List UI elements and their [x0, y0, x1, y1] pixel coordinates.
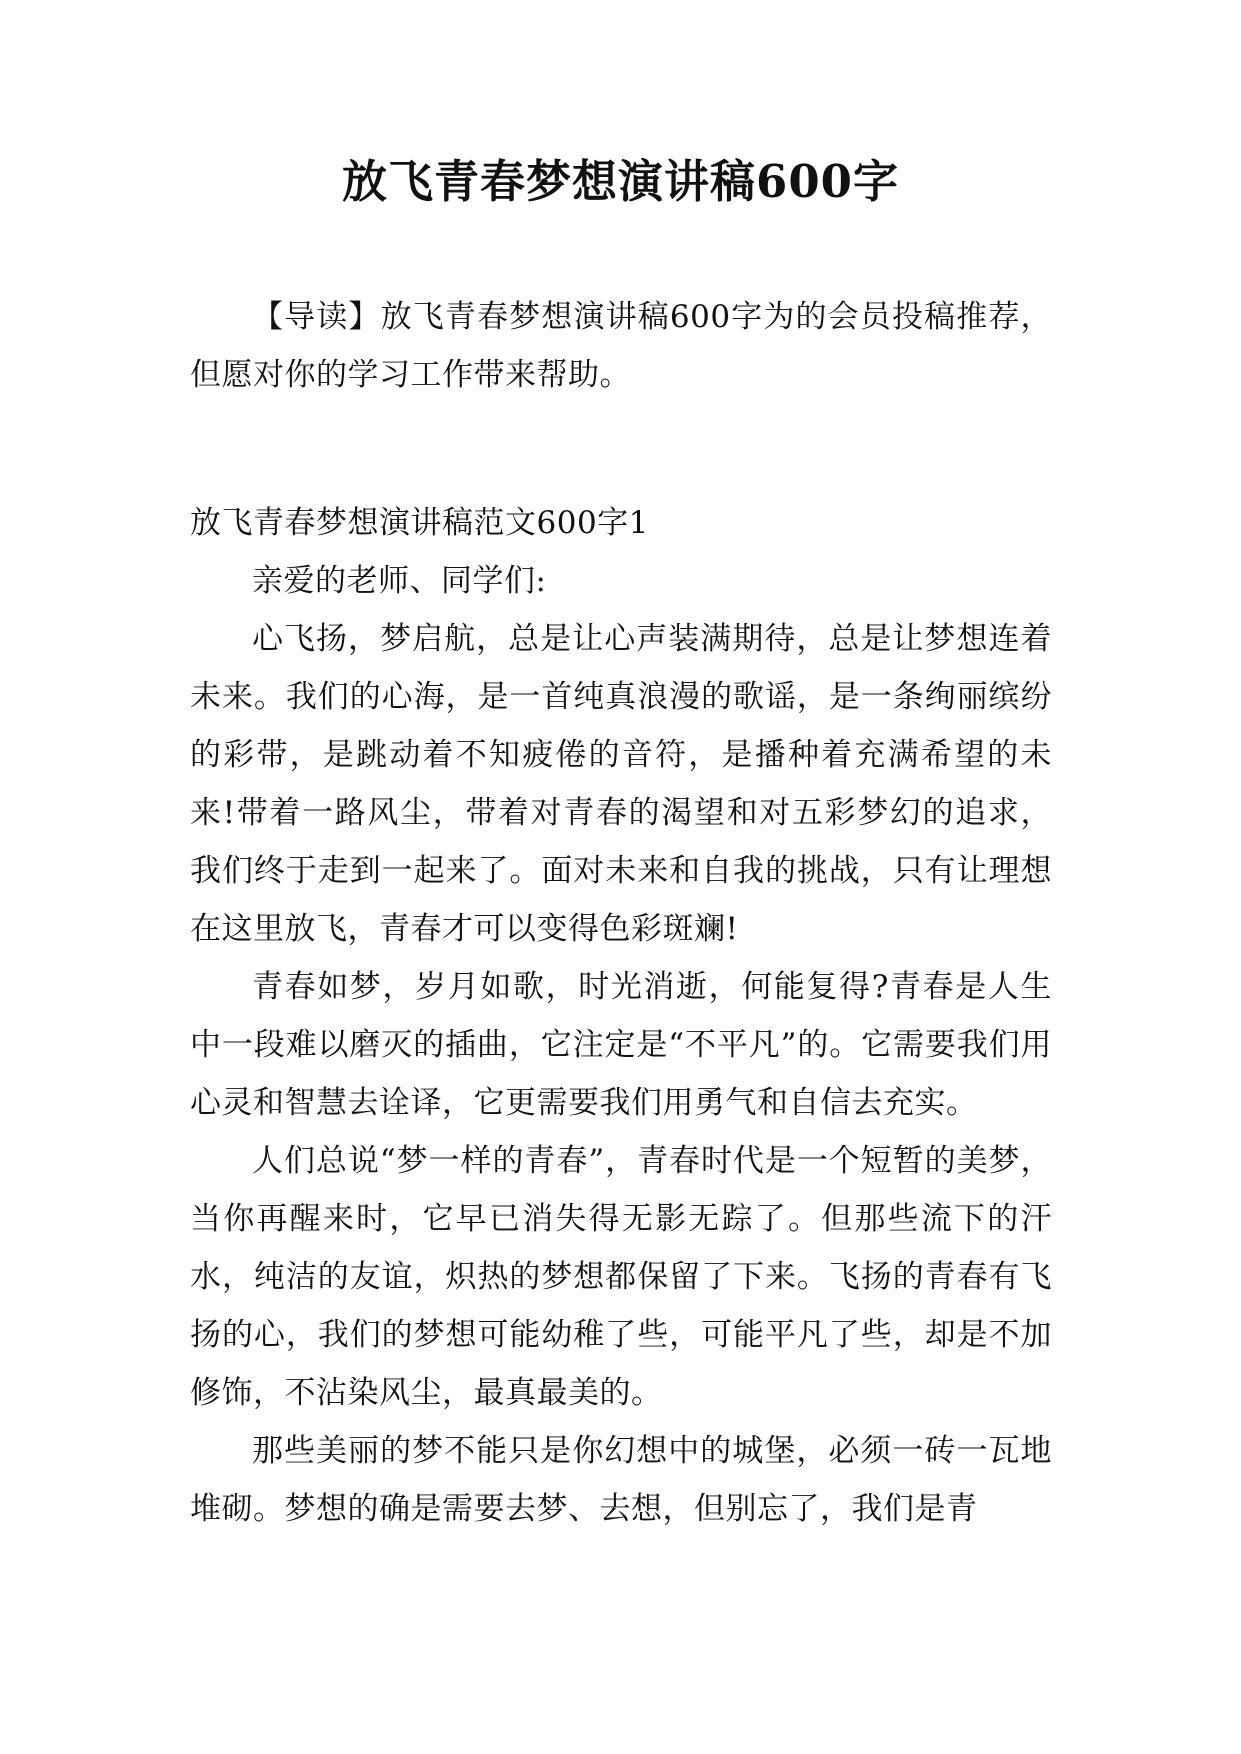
intro-paragraph: 【导读】放飞青春梦想演讲稿600字为的会员投稿推荐，但愿对你的学习工作带来帮助。: [190, 299, 1052, 393]
document-body: [190, 288, 1052, 1538]
body-paragraph-3: 人们总说“梦一样的青春”，青春时代是一个短暂的美梦，当你再醒来时，它早已消失得无影无踪了。但那些流下的汗水，纯洁的友谊，炽热的梦想都保留了下来。飞扬的青春有飞扬的心，我们的梦想可能幼稚了些，可能平凡了些，却是不加修饰，不沾染风尘，最真最美的。: [190, 1143, 1052, 1411]
document-title: 放飞青春梦想演讲稿600字: [342, 155, 899, 208]
body-paragraph-4: 那些美丽的梦不能只是你幻想中的城堡，必须一砖一瓦地堆砌。梦想的确是需要去梦、去想，但别忘了，我们是青: [190, 1433, 1052, 1527]
body-paragraph-1: 心飞扬，梦启航，总是让心声装满期待，总是让梦想连着未来。我们的心海，是一首纯真浪漫的歌谣，是一条绚丽缤纷的彩带，是跳动着不知疲倦的音符，是播种着充满希望的未来!带着一路风尘，带着对青春的渴望和对五彩梦幻的追求，我们终于走到一起来了。面对未来和自我的挑战，只有让理想在这里放飞，青春才可以变得色彩斑斓!: [190, 621, 1052, 947]
body-paragraph-2: 青春如梦，岁月如歌，时光消逝，何能复得?青春是人生中一段难以磨灭的插曲，它注定是“不平凡”的。它需要我们用心灵和智慧去诠译，它更需要我们用勇气和自信去充实。: [190, 969, 1052, 1121]
salutation: 亲爱的老师、同学们:: [252, 563, 547, 599]
section-heading: 放飞青春梦想演讲稿范文600字1: [190, 505, 649, 541]
